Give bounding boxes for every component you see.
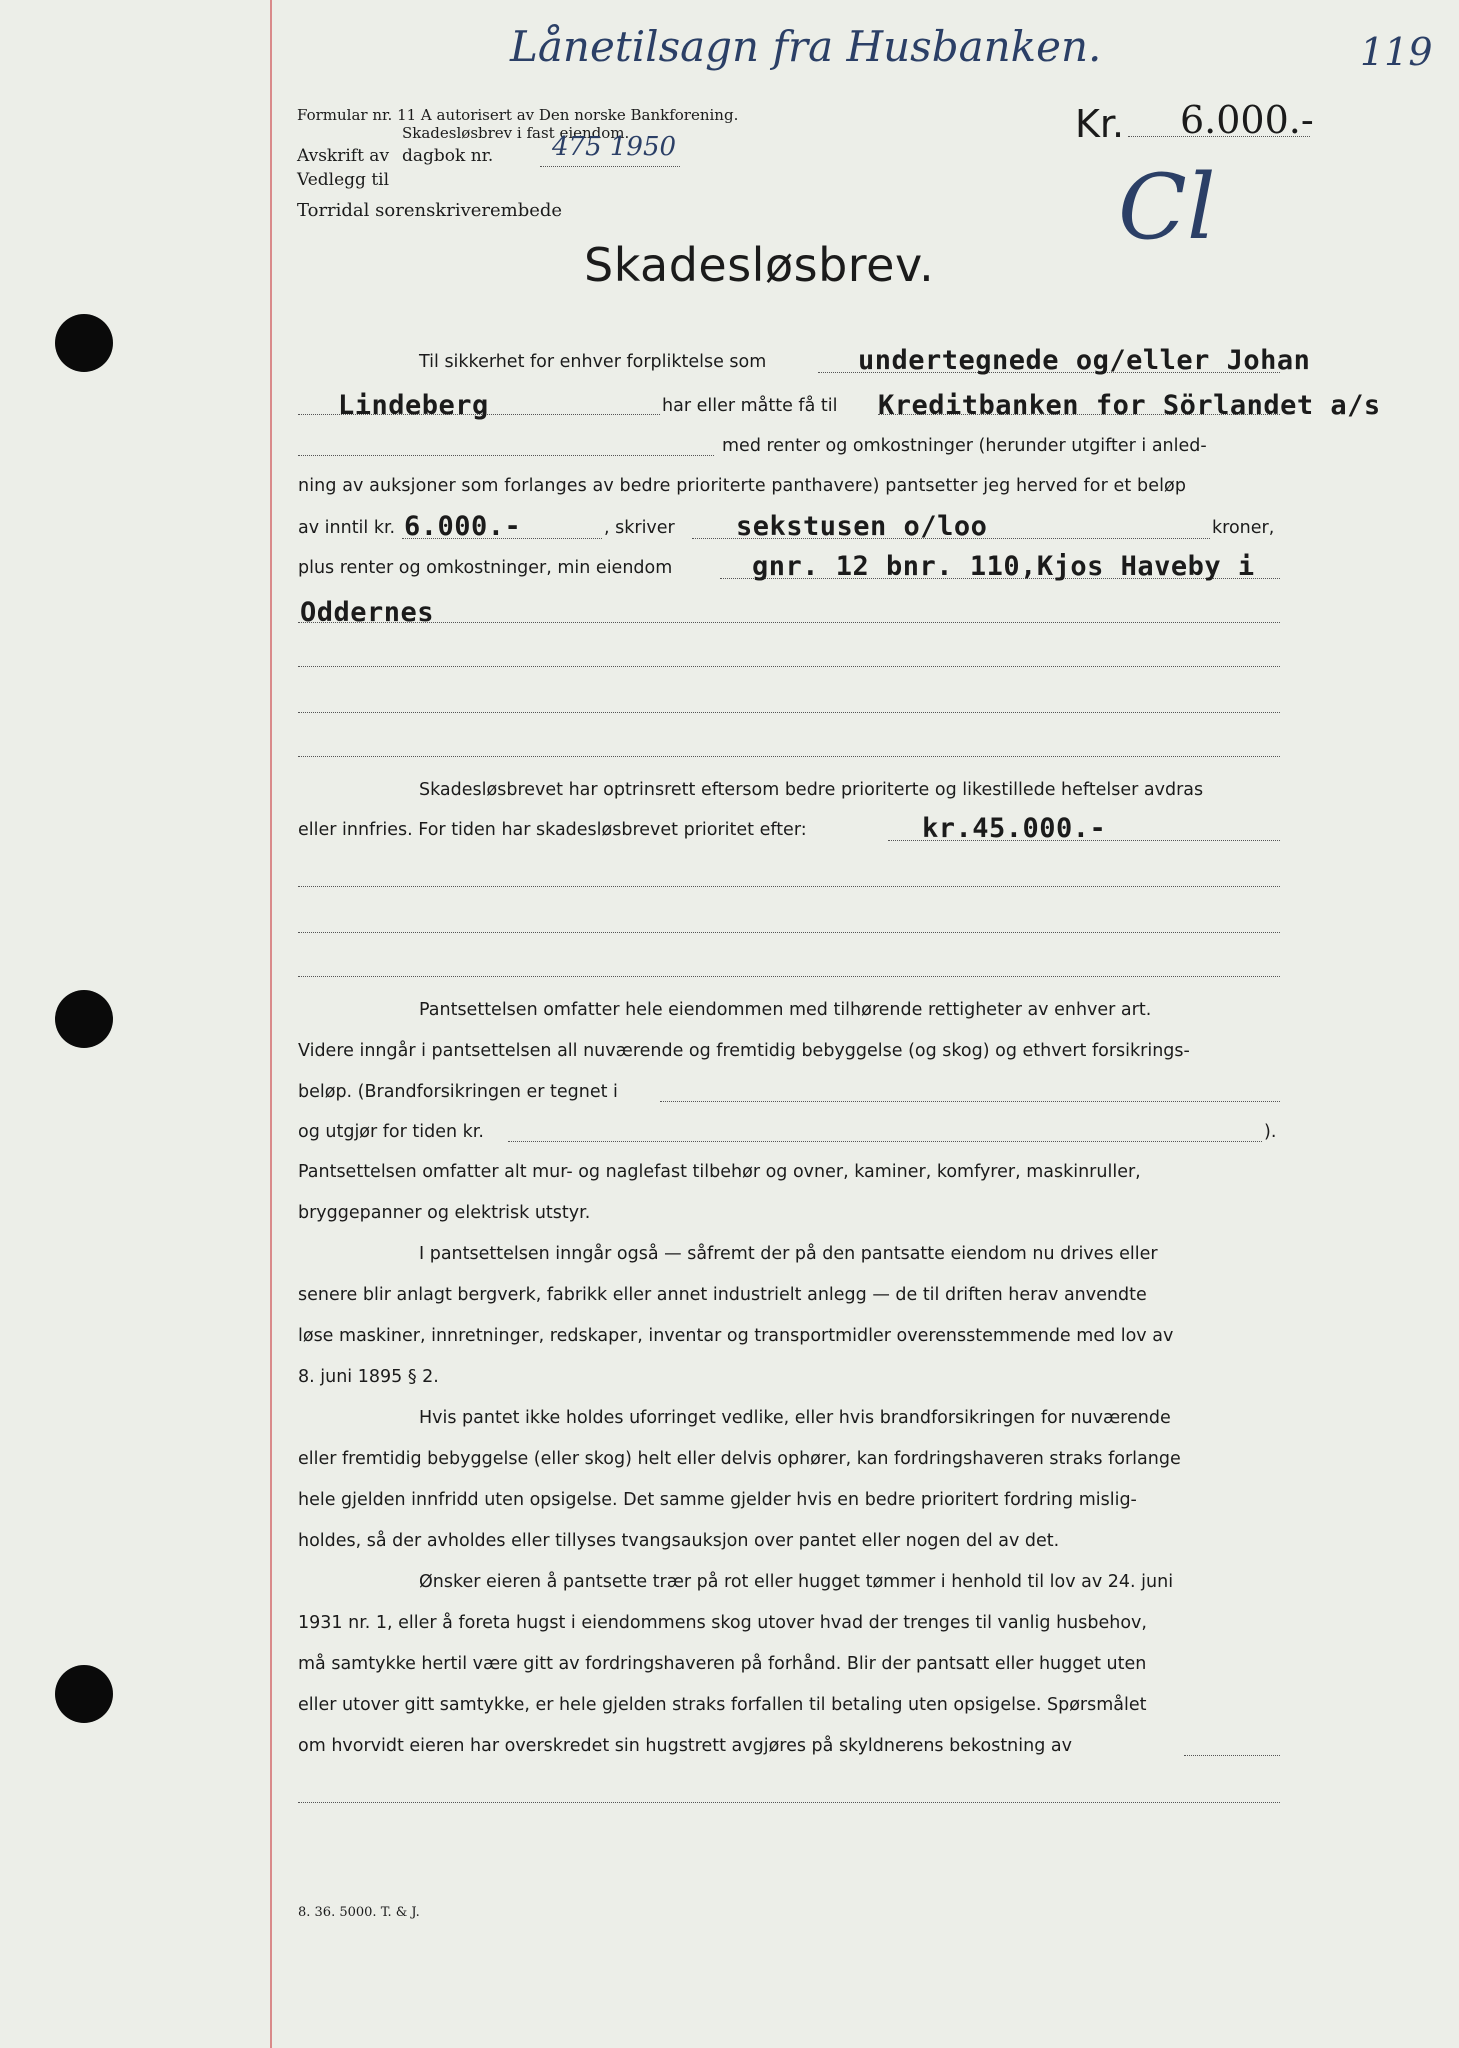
amount-words: sekstusen o/loo bbox=[736, 511, 988, 542]
blank-dotted-line bbox=[298, 712, 1280, 713]
insurance-amount-dotted-line bbox=[508, 1141, 1262, 1142]
blank-dotted-line bbox=[298, 976, 1280, 977]
blank-dotted-line bbox=[298, 756, 1280, 757]
paragraph-4-line-3: må samtykke hertil være gitt av fordringshaveren på forhånd. Blir der pantsatt eller hugget uten bbox=[298, 1654, 1147, 1674]
amount-prefix: av inntil kr. bbox=[298, 518, 396, 538]
punch-hole bbox=[55, 990, 113, 1048]
paragraph-3-line-3: hele gjelden innfridd uten opsigelse. Det samme gjelder hvis en bedre prioritert fordring mislig- bbox=[298, 1490, 1137, 1510]
paragraph-1-close: ). bbox=[1264, 1122, 1277, 1142]
journal-number: 475 1950 bbox=[552, 132, 677, 162]
paragraph-1-line-3: beløp. (Brandforsikringen er tegnet i bbox=[298, 1082, 618, 1102]
punch-hole bbox=[55, 314, 113, 372]
creditor-label: har eller måtte få til bbox=[662, 396, 838, 416]
paragraph-3-line-1: Hvis pantet ikke holdes uforringet vedlike, eller hvis brandforsikringen for nuværende bbox=[419, 1408, 1171, 1428]
blank-dotted-line bbox=[298, 886, 1280, 887]
kroner-label: kroner, bbox=[1212, 518, 1275, 538]
amount-writer: , skriver bbox=[604, 518, 675, 538]
signature: Cl bbox=[1118, 155, 1216, 260]
blank-dotted-line bbox=[298, 455, 714, 456]
journal-dotted-line bbox=[540, 166, 680, 167]
priority-text-2: eller innfries. For tiden har skadesløsbrevet prioritet efter: bbox=[298, 820, 807, 840]
paragraph-4-line-4: eller utover gitt samtykke, er hele gjelden straks forfallen til betaling uten opsigelse. Spørsmålet bbox=[298, 1695, 1147, 1715]
property-label: plus renter og omkostninger, min eiendom bbox=[298, 558, 673, 578]
attachment-label: Vedlegg til bbox=[297, 170, 390, 190]
paragraph-4-line-5: om hvorvidt eieren har overskredet sin hugstrett avgjøres på skyldnerens bekostning av bbox=[298, 1736, 1072, 1756]
form-line-2: Skadesløsbrev i fast eiendom. bbox=[402, 124, 630, 142]
print-code: 8. 36. 5000. T. & J. bbox=[298, 1905, 420, 1920]
property-dotted-line-2 bbox=[298, 622, 1280, 623]
handwritten-title: Lånetilsagn fra Husbanken. bbox=[510, 22, 1102, 71]
blank-dotted-line bbox=[298, 666, 1280, 667]
journal-label: dagbok nr. bbox=[402, 146, 494, 166]
document-title: Skadesløsbrev. bbox=[584, 238, 935, 292]
paragraph-1-line-2: Videre inngår i pantsettelsen all nuværende og fremtidig bebyggelse (og skog) og ethvert forsikrings- bbox=[298, 1041, 1190, 1061]
paragraph-2-line-4: 8. juni 1895 § 2. bbox=[298, 1367, 439, 1387]
paragraph-4-line-2: 1931 nr. 1, eller å foreta hugst i eiendommens skog utover hvad der trenges til vanlig husbehov, bbox=[298, 1613, 1147, 1633]
paragraph-1-line-4: og utgjør for tiden kr. bbox=[298, 1122, 484, 1142]
decision-dotted-line bbox=[1184, 1755, 1280, 1756]
form-line-1: Formular nr. 11 A autorisert av Den norske Bankforening. bbox=[297, 106, 739, 124]
creditor-name: Kreditbanken for Sörlandet a/s bbox=[878, 390, 1381, 421]
property-line-1: gnr. 12 bnr. 110,Kjos Haveby i bbox=[752, 551, 1255, 582]
property-line-2: Oddernes bbox=[300, 597, 435, 628]
paragraph-4-line-1: Ønsker eieren å pantsette trær på rot eller hugget tømmer i henhold til lov av 24. juni bbox=[419, 1572, 1174, 1592]
insurance-dotted-line bbox=[660, 1101, 1280, 1102]
blank-dotted-line bbox=[298, 1802, 1280, 1803]
paragraph-3-line-4: holdes, så der avholdes eller tillyses tvangsauksjon over pantet eller nogen del av det. bbox=[298, 1531, 1060, 1551]
terms-line-4: ning av auksjoner som forlanges av bedre prioriterte panthavere) pantsetter jeg herved for et beløp bbox=[298, 476, 1187, 496]
page-number: 119 bbox=[1360, 30, 1433, 74]
amount-value: 6.000.- bbox=[1180, 98, 1314, 142]
intro-label: Til sikkerhet for enhver forpliktelse som bbox=[419, 352, 767, 372]
paragraph-2-line-2: senere blir anlagt bergverk, fabrikk eller annet industrielt anlegg — de til driften herav anvendte bbox=[298, 1285, 1147, 1305]
debtor-line-1: undertegnede og/eller Johan bbox=[858, 345, 1311, 376]
copy-label: Avskrift av bbox=[297, 146, 390, 166]
amount-number: 6.000.- bbox=[404, 511, 522, 542]
paragraph-3-line-2: eller fremtidig bebyggelse (eller skog) helt eller delvis ophører, kan fordringshaveren straks forlange bbox=[298, 1449, 1181, 1469]
paragraph-2-line-1: I pantsettelsen inngår også — såfremt der på den pantsatte eiendom nu drives eller bbox=[419, 1244, 1158, 1264]
debtor-line-2: Lindeberg bbox=[338, 390, 489, 421]
punch-hole bbox=[55, 1665, 113, 1723]
priority-value: kr.45.000.- bbox=[922, 813, 1107, 844]
paragraph-1-line-1: Pantsettelsen omfatter hele eiendommen med tilhørende rettigheter av enhver art. bbox=[419, 1000, 1152, 1020]
amount-label: Kr. bbox=[1075, 102, 1125, 146]
paragraph-2-line-3: løse maskiner, innretninger, redskaper, inventar og transportmidler overensstemmende med lov av bbox=[298, 1326, 1174, 1346]
office-name: Torridal sorenskriverembede bbox=[297, 200, 563, 221]
blank-dotted-line bbox=[298, 932, 1280, 933]
paragraph-1-line-5: Pantsettelsen omfatter alt mur- og naglefast tilbehør og ovner, kaminer, komfyrer, maskinruller, bbox=[298, 1162, 1141, 1182]
terms-line-3: med renter og omkostninger (herunder utgifter i anled- bbox=[722, 436, 1207, 456]
paragraph-1-line-6: bryggepanner og elektrisk utstyr. bbox=[298, 1203, 591, 1223]
priority-text-1: Skadesløsbrevet har optrinsrett eftersom bedre prioriterte og likestillede heftelser avdras bbox=[419, 780, 1204, 800]
margin-line bbox=[270, 0, 272, 2048]
